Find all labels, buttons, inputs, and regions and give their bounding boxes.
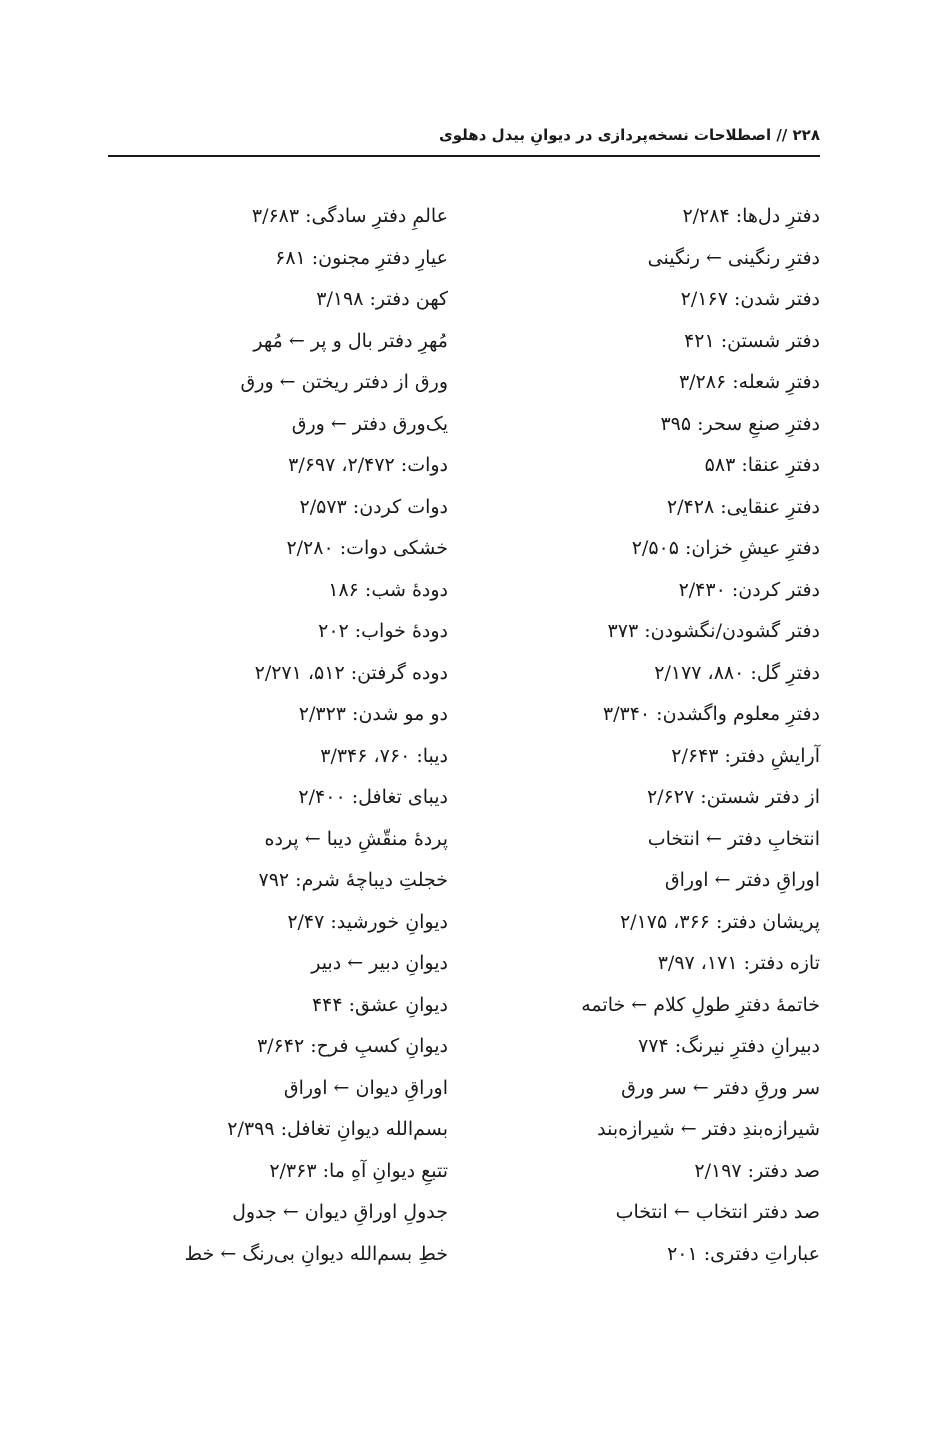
index-entry: کهن دفتر: ۳/۱۹۸ [316, 288, 448, 310]
index-entry: دوات: ۲/۴۷۲، ۳/۶۹۷ [288, 454, 448, 476]
index-entry: دیوانِ کسبِ فرح: ۳/۶۴۲ [256, 1035, 448, 1057]
book-title: اصطلاحات نسخه‌پردازی در دیوانِ بیدل دهلوی [439, 126, 772, 144]
index-entry: دفتر شستن: ۴۲۱ [684, 329, 820, 352]
index-entry: دفترِ شعله: ۳/۲۸۶ [678, 371, 820, 393]
index-entry: ورق از دفتر ریختن ← ورق [240, 371, 448, 393]
index-entry: خطِ بسم‌الله دیوانِ بی‌رنگ ← خط [184, 1242, 448, 1265]
index-entry: صد دفتر: ۲/۱۹۷ [694, 1159, 820, 1182]
index-entry: تتبعِ دیوانِ آهِ ما: ۲/۳۶۳ [269, 1159, 448, 1182]
index-entry: پردهٔ منقّشِ دیبا ← پرده [264, 827, 448, 850]
running-header [108, 124, 820, 146]
index-entry: خجلتِ دیباچهٔ شرم: ۷۹۲ [258, 869, 448, 891]
index-entry: تازه دفتر: ۱۷۱، ۳/۹۷ [657, 952, 820, 974]
index-entry: اوراقِ دفتر ← اوراق [664, 869, 820, 891]
index-entry: خشکی دوات: ۲/۲۸۰ [286, 537, 448, 559]
index-entry: دفترِ صنعِ سحر: ۳۹۵ [660, 412, 820, 435]
header-rule [108, 155, 820, 157]
index-entry: بسم‌الله دیوانِ تغافل: ۲/۳۹۹ [227, 1118, 448, 1140]
index-entry: دیبا: ۷۶۰، ۳/۳۴۶ [320, 744, 448, 767]
index-entry: دیوانِ عشق: ۴۴۴ [311, 993, 448, 1016]
index-entry: دفتر شدن: ۲/۱۶۷ [680, 288, 820, 310]
index-entry: سر ورقِ دفتر ← سر ورق [621, 1076, 820, 1099]
index-entry: دفترِ گل: ۸۸۰، ۲/۱۷۷ [654, 661, 820, 684]
index-entry: دفترِ عنقایی: ۲/۴۲۸ [666, 495, 820, 518]
index-entry: دیبای تغافل: ۲/۴۰۰ [298, 786, 448, 808]
index-entry: اوراقِ دیوان ← اوراق [283, 1076, 448, 1099]
index-entry: از دفتر شستن: ۲/۶۲۷ [646, 786, 820, 808]
index-entry: دفترِ دل‌ها: ۲/۲۸۴ [682, 205, 820, 227]
index-entry: دفتر کردن: ۲/۴۳۰ [678, 578, 820, 601]
page-number: ۲۲۸ [792, 126, 820, 144]
index-entry: عیارِ دفترِ مجنون: ۶۸۱ [275, 246, 448, 269]
index-entry: دفتر گشودن/نگشودن: ۳۷۳ [607, 620, 820, 642]
index-entry: خاتمهٔ دفترِ طولِ کلام ← خاتمه [581, 993, 820, 1016]
index-entry: دیوانِ خورشید: ۲/۴۷ [287, 910, 448, 933]
index-entry: دفترِ عیشِ خزان: ۲/۵۰۵ [631, 537, 820, 559]
index-entry: شیرازه‌بندِ دفتر ← شیرازه‌بند [597, 1118, 820, 1140]
index-entry: دوده گرفتن: ۵۱۲، ۲/۲۷۱ [254, 661, 448, 684]
index-entry: عباراتِ دفتری: ۲۰۱ [667, 1242, 820, 1265]
index-column-left [110, 196, 448, 1275]
index-column-right [460, 196, 820, 1275]
index-entry: آرایشِ دفتر: ۲/۶۴۳ [671, 744, 820, 767]
header-separator: // [776, 126, 788, 144]
index-entry: مُهرِ دفتر بال و پر ← مُهر [253, 329, 448, 352]
index-entry: دبیرانِ دفترِ نیرنگ: ۷۷۴ [638, 1035, 820, 1057]
index-entry: یک‌ورق دفتر ← ورق [291, 412, 448, 435]
index-entry: دفترِ معلوم واگشدن: ۳/۳۴۰ [602, 703, 820, 725]
index-entry: دودهٔ شب: ۱۸۶ [328, 578, 448, 601]
index-entry: جدولِ اوراقِ دیوان ← جدول [232, 1201, 448, 1223]
index-entry: صد دفتر انتخاب ← انتخاب [615, 1201, 820, 1223]
index-entry: پریشان دفتر: ۳۶۶، ۲/۱۷۵ [619, 910, 820, 933]
index-entry: عالمِ دفترِ سادگی: ۳/۶۸۳ [251, 205, 448, 227]
index-entry: دودهٔ خواب: ۲۰۲ [318, 620, 448, 642]
index-entry: دفترِ عنقا: ۵۸۳ [704, 454, 820, 476]
index-entry: انتخابِ دفتر ← انتخاب [647, 827, 820, 850]
index-entry: دفترِ رنگینی ← رنگینی [647, 246, 820, 269]
index-entry: دوات کردن: ۲/۵۷۳ [299, 495, 448, 518]
index-entry: دو مو شدن: ۲/۳۲۳ [298, 703, 448, 725]
index-entry: دیوانِ دبیر ← دبیر [311, 952, 448, 974]
